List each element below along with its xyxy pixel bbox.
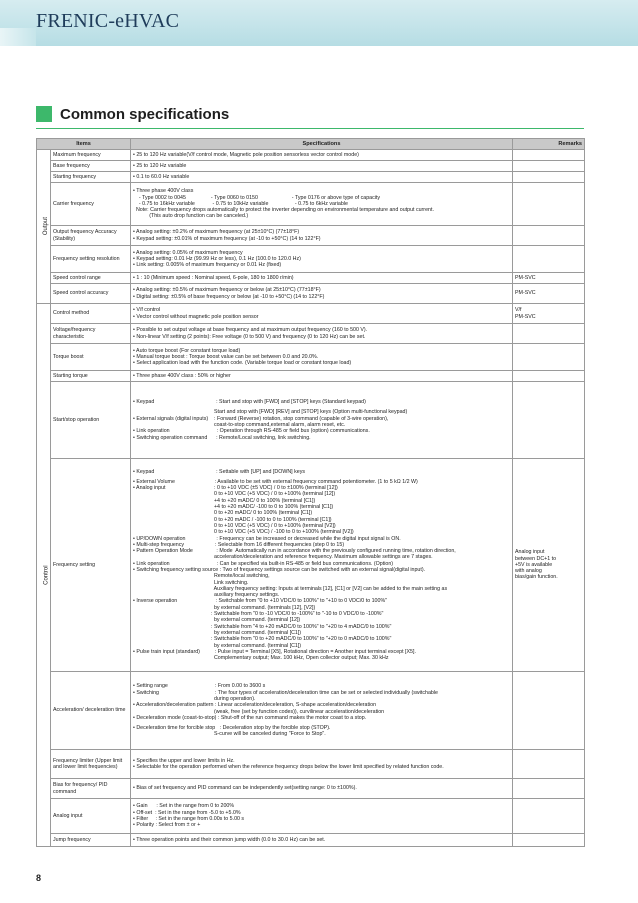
page-number: 8 bbox=[36, 873, 42, 883]
row-item-resolution: Frequency setting resolution bbox=[51, 246, 131, 273]
row-spec-accuracy bbox=[131, 226, 513, 246]
row-spec-start-freq bbox=[131, 172, 513, 183]
spec-line: - Type 0002 to 0045 - Type 0060 to 0150 - Type 0176 or above type of capacity bbox=[133, 194, 381, 201]
spec-line: (This auto drop function can be canceled.) bbox=[133, 213, 249, 220]
spec-line: • Setting range : From 0.00 to 3600 s bbox=[133, 683, 266, 690]
row-remark-analog-input bbox=[513, 799, 585, 834]
table-row bbox=[37, 183, 585, 226]
row-remark-limiter bbox=[513, 750, 585, 779]
col-header-items: Items bbox=[37, 139, 131, 150]
remark-line: +5V is available bbox=[515, 561, 553, 568]
row-spec-speed-range bbox=[131, 273, 513, 284]
row-item-analog-input: Analog input bbox=[51, 799, 131, 834]
spec-line: • Three phase 400V class : 50% or higher bbox=[133, 372, 231, 379]
spec-line: auxiliary frequency settings. bbox=[133, 592, 280, 599]
row-item-freq-setting: Frequency setting bbox=[51, 459, 131, 672]
table-row bbox=[37, 371, 585, 382]
spec-line: • 25 to 120 Hz variable(V/f control mode, Magnetic pole position sensorless vector control mode) bbox=[133, 151, 359, 158]
spec-line: • Vector control without magnetic pole position sensor bbox=[133, 313, 259, 320]
section-divider bbox=[36, 128, 584, 129]
spec-line: • Gain : Set in the range from 0 to 200% bbox=[133, 803, 235, 810]
table-header-row bbox=[37, 139, 585, 150]
spec-line: • Off-set : Set in the range from -5.0 to +5.0% bbox=[133, 809, 241, 816]
row-remark-freq-setting bbox=[513, 459, 585, 672]
row-spec-carrier bbox=[131, 183, 513, 226]
spec-line: coast-to-stop command,external alarm, alarm reset, etc. bbox=[133, 422, 346, 428]
row-spec-start-stop bbox=[131, 382, 513, 459]
spec-line: • Possible to set output voltage at base frequency and at maximum output frequency (160 to 500 V). bbox=[133, 327, 368, 334]
spec-line: Note: Carrier frequency drops automatically to protect the inverter depending on environmental temperature and output current. bbox=[133, 207, 434, 214]
remark-line: PM-SVC bbox=[515, 313, 536, 320]
spec-line: +4 to +20 mADC/ -100 to 0 to 100% (terminal [C1]) bbox=[133, 504, 334, 511]
spec-line: - 0.75 to 16kHz variable - 0.75 to 10kHz variable - 0.75 to 6kHz variable bbox=[133, 200, 348, 207]
spec-line: • Keypad : Settable with [UP] and [DOWN] keys bbox=[133, 468, 306, 475]
spec-line: • Pattern Operation Mode : Mode Automatically run in accordance with the previously configured running time, rotation direction, bbox=[133, 548, 456, 555]
row-spec-speed-acc bbox=[131, 284, 513, 304]
remark-line: V/f bbox=[515, 307, 522, 314]
row-remark-base-freq bbox=[513, 161, 585, 172]
spec-line: 0 to +10 VDC (+5 VDC) / 0 to +100% (terminal [V2]) bbox=[133, 522, 336, 529]
spec-line: Link switching. bbox=[133, 579, 249, 586]
table-row bbox=[37, 750, 585, 779]
row-spec-limiter bbox=[131, 750, 513, 779]
spec-line: • Keypad setting: ±0.01% of maximum frequency (at -10 to +50°C) (14 to 122°F) bbox=[133, 235, 321, 242]
spec-line: • External Volume : Available to be set with external frequency command potentiometer. (1 to 5 kΩ 1/2 W) bbox=[133, 478, 418, 485]
spec-line: • UP/DOWN operation : Frequency can be increased or decreased while the digital input signal is ON. bbox=[133, 535, 401, 542]
row-remark-speed-acc: PM-SVC bbox=[513, 284, 585, 304]
col-header-specs: Specifications bbox=[131, 139, 513, 150]
section-heading bbox=[36, 104, 229, 124]
col-header-remarks: Remarks bbox=[513, 139, 585, 150]
spec-line: 0 to +20 mADC/ 0 to 100% (terminal [C1]) bbox=[133, 510, 313, 517]
spec-line: • Bias of set frequency and PID command can be independently set(setting range: 0 to ±100%). bbox=[133, 785, 357, 792]
table-row bbox=[37, 834, 585, 847]
spec-line: +4 to +20 mADC/ 0 to 100% (terminal [C1]) bbox=[133, 497, 316, 504]
spec-line: • Keypad : Start and stop with [FWD] and [STOP] keys (Standard keypad) bbox=[133, 399, 366, 406]
row-item-control-method: Control method bbox=[51, 304, 131, 324]
spec-line: • Auto torque boost (For constant torque load) bbox=[133, 347, 241, 354]
row-item-start-freq: Starting frequency bbox=[51, 172, 131, 183]
row-spec-analog-input bbox=[131, 799, 513, 834]
row-item-accuracy: Output frequency Accuracy (Stability) bbox=[51, 226, 131, 246]
row-item-vf-char: Voltage/frequency characteristic bbox=[51, 324, 131, 344]
table-row bbox=[37, 344, 585, 371]
row-spec-base-freq bbox=[131, 161, 513, 172]
spec-line: • 25 to 120 Hz variable bbox=[133, 162, 187, 169]
row-item-start-torque: Starting torque bbox=[51, 371, 131, 382]
row-spec-resolution bbox=[131, 246, 513, 273]
row-item-jump: Jump frequency bbox=[51, 834, 131, 847]
row-item-speed-range: Speed control range bbox=[51, 273, 131, 284]
spec-line: Start and stop with [FWD] [REV] and [STOP] keys (Option multi-functional keypad) bbox=[133, 409, 408, 416]
row-spec-start-torque bbox=[131, 371, 513, 382]
spec-line: by external command. (terminal [C1]) bbox=[133, 629, 302, 636]
spec-line: Remote/local switching, bbox=[133, 573, 270, 580]
row-spec-control-method bbox=[131, 304, 513, 324]
group-label-output bbox=[37, 150, 51, 304]
row-remark-bias bbox=[513, 779, 585, 799]
spec-line: • Multi-step frequency : Selectable from 16 different frequencies (step 0 to 15) bbox=[133, 541, 345, 548]
spec-line: • Filter : Set in the range from 0.00s to 5.00 s bbox=[133, 816, 245, 822]
spec-line: during operation). bbox=[133, 695, 256, 702]
row-spec-jump bbox=[131, 834, 513, 847]
spec-line: 0 to +10 VDC (+5 VDC) / -100 to 0 to +100% (terminal [V2]) bbox=[133, 529, 354, 536]
spec-line: • Analog input : 0 to +10 VDC (±5 VDC) / 0 to ±100% (terminal [12]) bbox=[133, 485, 338, 492]
table-row bbox=[37, 246, 585, 273]
spec-line: S-curve will be canceled during "Force to Stop". bbox=[133, 731, 326, 738]
spec-line: • Specifies the upper and lower limits in Hz. bbox=[133, 757, 235, 764]
spec-line: • Three phase 400V class bbox=[133, 188, 194, 195]
spec-line: • Deceleration time for forcible stop : Deceleration stop by the forcible stop (STOP). bbox=[133, 725, 331, 732]
spec-line: • Deceleration mode (coast-to-stop) : Shut-off of the run command makes the motor coast to a stop. bbox=[133, 714, 367, 721]
spec-line: by external command. (terminal [12]) bbox=[133, 617, 301, 624]
table-row bbox=[37, 273, 585, 284]
spec-line: • Polarity : Select from ± or + bbox=[133, 822, 201, 829]
remark-line: bias/gain function. bbox=[515, 574, 558, 581]
spec-line: • External signals (digital inputs) : Forward (Reverse) rotation, stop command (capable of 3-wire operation), bbox=[133, 415, 389, 422]
row-spec-bias bbox=[131, 779, 513, 799]
spec-line: : Switchable from "0 to +20 mADC/0 to 100%" to "+20 to 0 mADC/0 to 100%" bbox=[133, 636, 392, 643]
table-row bbox=[37, 284, 585, 304]
table-row bbox=[37, 161, 585, 172]
group-label-text: Control bbox=[43, 565, 50, 585]
row-spec-max-freq bbox=[131, 150, 513, 161]
spec-line: : Switchable from "0 to -10 VDC/0 to -100%" to "-10 to 0 VDC/0 to -100%" bbox=[133, 611, 384, 618]
spec-line: • Digital setting: ±0.5% of base frequency or below (at -10 to +50°C) (14 to 122°F) bbox=[133, 293, 325, 300]
row-spec-accel bbox=[131, 672, 513, 750]
spec-line: • Non-linear V/f setting (2 points): Free voltage (0 to 500 V) and frequency (0 to 120 Hz) can be set. bbox=[133, 333, 366, 340]
spec-line: Complementary output; Max. 100 kHz, Open collector output; Max. 30 kHz bbox=[133, 655, 389, 662]
row-remark-start-stop bbox=[513, 382, 585, 459]
spec-line: • 0.1 to 60.0 Hz variable bbox=[133, 173, 190, 180]
spec-line: • Manual torque boost : Torque boost value can be set between 0.0 and 20.0%. bbox=[133, 353, 319, 360]
section-title: Common specifications bbox=[60, 105, 230, 123]
table-row bbox=[37, 672, 585, 750]
specifications-table bbox=[36, 138, 585, 847]
row-item-torque-boost: Torque boost bbox=[51, 344, 131, 371]
table-row bbox=[37, 324, 585, 344]
row-item-carrier: Carrier frequency bbox=[51, 183, 131, 226]
spec-line: • Switching : The four types of acceleration/deceleration time can be set or selected individually (switchable bbox=[133, 689, 438, 696]
row-remark-start-freq bbox=[513, 172, 585, 183]
row-item-max-freq: Maximum frequency bbox=[51, 150, 131, 161]
row-remark-jump bbox=[513, 834, 585, 847]
spec-line: by external command. (terminal [C1]) bbox=[133, 642, 302, 649]
row-remark-max-freq bbox=[513, 150, 585, 161]
row-remark-resolution bbox=[513, 246, 585, 273]
group-label-text: Output bbox=[42, 217, 49, 236]
table-row bbox=[37, 304, 585, 324]
remark-line: with analog bbox=[515, 568, 542, 575]
table-row bbox=[37, 382, 585, 459]
table-row bbox=[37, 150, 585, 161]
spec-line: • Link operation : Can be specified via built-in RS-485 or field bus communications. (Option) bbox=[133, 560, 394, 567]
row-item-speed-acc: Speed control accuracy bbox=[51, 284, 131, 304]
table-row bbox=[37, 799, 585, 834]
row-remark-vf-char bbox=[513, 324, 585, 344]
spec-line: • V/f control bbox=[133, 307, 161, 314]
spec-line: by external command. (terminals [12], [V2]) bbox=[133, 604, 316, 611]
row-item-bias: Bias for frequency/ PID command bbox=[51, 779, 131, 799]
row-remark-carrier bbox=[513, 183, 585, 226]
spec-line: • Link setting: 0.005% of maximum frequency or 0.01 Hz (fixed) bbox=[133, 262, 282, 269]
spec-line: • Analog setting: 0.05% of maximum frequency bbox=[133, 249, 243, 256]
spec-line: (weak, free (set by function codes)), curvilinear acceleration/deceleration bbox=[133, 708, 385, 715]
row-remark-speed-range: PM-SVC bbox=[513, 273, 585, 284]
row-item-start-stop: Start/stop operation bbox=[51, 382, 131, 459]
table-row bbox=[37, 172, 585, 183]
spec-line: • Analog setting: ±0.5% of maximum frequency or below (at 25±10°C) (77±18°F) bbox=[133, 287, 321, 294]
row-spec-torque-boost bbox=[131, 344, 513, 371]
brand-title: FRENIC-eHVAC bbox=[36, 10, 180, 32]
spec-line: • Analog setting: ±0.2% of maximum frequency (at 25±10°C) (77±18°F) bbox=[133, 229, 300, 236]
row-item-accel: Acceleration/ deceleration time bbox=[51, 672, 131, 750]
remark-line: between DC+1 to bbox=[515, 555, 557, 562]
row-item-limiter: Frequency limiter (Upper limit and lower limit frequencies) bbox=[51, 750, 131, 779]
spec-line: • Keypad setting: 0.01 Hz (99.99 Hz or less), 0.1 Hz (100.0 to 120.0 Hz) bbox=[133, 255, 301, 262]
spec-line: • Pulse train input (standard) : Pulse input = Terminal [X5], Rotational direction = Another input terminal except [X5]. bbox=[133, 648, 416, 655]
table-row bbox=[37, 459, 585, 672]
row-remark-torque-boost bbox=[513, 344, 585, 371]
spec-line: Auxiliary frequency setting: Inputs at terminals [12], [C1] or [V2] can be added to the main setting as bbox=[133, 585, 448, 592]
table-row bbox=[37, 779, 585, 799]
spec-line: • Switching operation command : Remote/Local switching, link switching. bbox=[133, 434, 311, 441]
row-remark-accuracy bbox=[513, 226, 585, 246]
spec-line: : Switchable from "4 to +20 mADC/0 to 100%" to "+20 to 4 mADC/0 to 100%" bbox=[133, 623, 392, 630]
header-accent bbox=[0, 28, 36, 46]
remark-line: Analog input bbox=[515, 549, 545, 556]
spec-line: acceleration/deceleration and reference frequency. Maximum allowable settings are 7 stages. bbox=[133, 554, 433, 561]
spec-line: • Link operation : Operation through RS-485 or field bus (option) communications. bbox=[133, 428, 370, 435]
row-remark-control-method bbox=[513, 304, 585, 324]
spec-line: 0 to +10 VDC (+5 VDC) / 0 to +100% (terminal [12]) bbox=[133, 491, 336, 498]
spec-line: • Selectable for the operation performed when the reference frequency drops below the lower limit specified by related function code. bbox=[133, 764, 444, 770]
spec-line: • Select application load with the function code. (Variable torque load or constant torque load) bbox=[133, 360, 352, 367]
spec-line: • Acceleration/deceleration pattern : Linear acceleration/deceleration, S-shape acceleration/deceleration bbox=[133, 702, 377, 709]
row-item-base-freq: Base frequency bbox=[51, 161, 131, 172]
spec-line: 0 to +20 mADC / -100 to 0 to 100% (terminal [C1]) bbox=[133, 516, 332, 523]
table-row bbox=[37, 226, 585, 246]
spec-line: • Switching frequency setting source : Two of frequency settings source can be switched with an external signal(digital input). bbox=[133, 567, 426, 573]
spec-line: • 1 : 10 (Minimum speed : Nominal speed, 6-pole, 180 to 1800 r/min) bbox=[133, 274, 294, 281]
group-label-control bbox=[37, 304, 51, 847]
row-spec-vf-char bbox=[131, 324, 513, 344]
row-spec-freq-setting bbox=[131, 459, 513, 672]
row-remark-accel bbox=[513, 672, 585, 750]
spec-line: • Three operation points and their common jump width (0.0 to 30.0 Hz) can be set. bbox=[133, 836, 326, 843]
spec-line: • Inverse operation : Switchable from "0 to +10 VDC/0 to 100%" to "+10 to 0 VDC/0 to 100%" bbox=[133, 598, 388, 605]
row-remark-start-torque bbox=[513, 371, 585, 382]
green-square-icon bbox=[36, 106, 52, 122]
